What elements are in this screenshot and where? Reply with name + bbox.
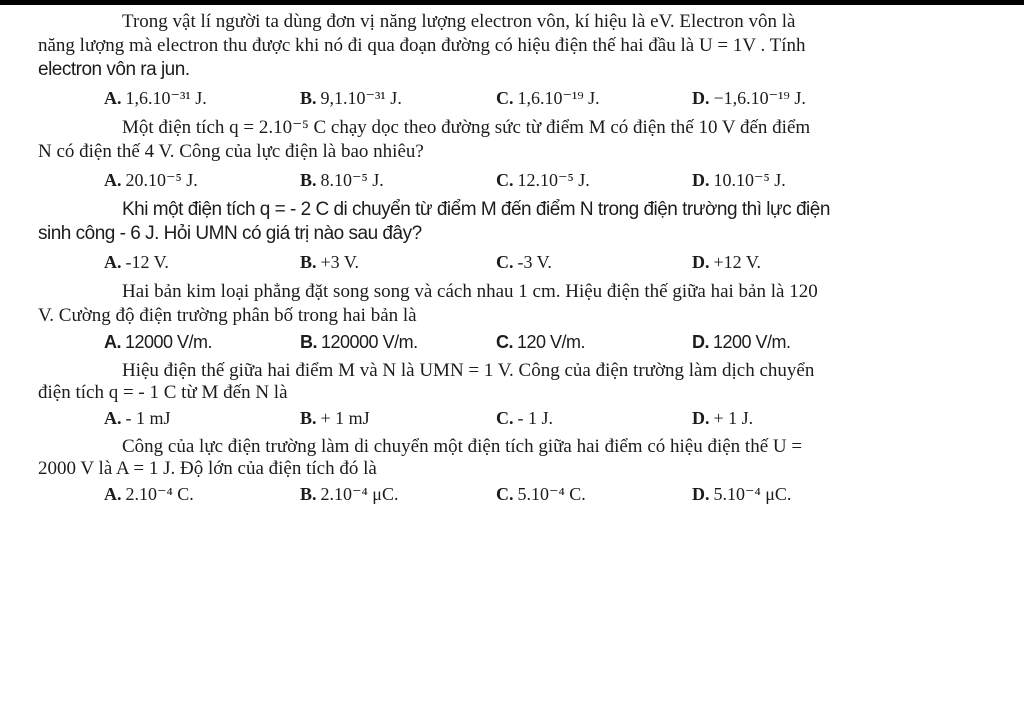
- option-b[interactable]: B. 9,1.10⁻³¹ J.: [300, 88, 402, 108]
- option-a[interactable]: A. 12000 V/m.: [104, 332, 213, 352]
- question-text-line: V. Cường độ điện trường phân bố trong hai bản là: [38, 305, 417, 326]
- option-b[interactable]: B. 8.10⁻⁵ J.: [300, 170, 384, 190]
- question-text-line: 2000 V là A = 1 J. Độ lớn của điện tích đó là: [38, 458, 377, 479]
- answer-options: [38, 406, 988, 430]
- option-a[interactable]: A. 1,6.10⁻³¹ J.: [104, 88, 207, 108]
- answer-options: [38, 330, 988, 354]
- option-d[interactable]: D. −1,6.10⁻¹⁹ J.: [692, 88, 806, 108]
- question-text-line: Công của lực điện trường làm di chuyển một điện tích giữa hai điểm có hiệu điện thế U =: [122, 436, 803, 457]
- option-c[interactable]: C. -3 V.: [496, 252, 552, 272]
- option-c[interactable]: C. 5.10⁻⁴ C.: [496, 484, 586, 504]
- option-d[interactable]: D. +12 V.: [692, 252, 762, 272]
- question-text-line: năng lượng mà electron thu được khi nó đi qua đoạn đường có hiệu điện thế hai đầu là U = 1V . Tính: [38, 35, 806, 56]
- question-text-line: Hiệu điện thế giữa hai điểm M và N là UMN = 1 V. Công của điện trường làm dịch chuyển: [122, 360, 815, 381]
- top-border: [0, 0, 1024, 5]
- option-b[interactable]: B. +3 V.: [300, 252, 360, 272]
- answer-options: [38, 168, 988, 192]
- option-c[interactable]: C. - 1 J.: [496, 408, 553, 428]
- option-d[interactable]: D. + 1 J.: [692, 408, 754, 428]
- option-a[interactable]: A. 20.10⁻⁵ J.: [104, 170, 198, 190]
- question-text-line: N có điện thế 4 V. Công của lực điện là bao nhiêu?: [38, 141, 424, 162]
- option-a[interactable]: A. 2.10⁻⁴ C.: [104, 484, 194, 504]
- question-4: [38, 280, 988, 354]
- question-text-line: điện tích q = - 1 C từ M đến N là: [38, 382, 288, 403]
- option-d[interactable]: D. 1200 V/m.: [692, 332, 791, 352]
- option-b[interactable]: B. 120000 V/m.: [300, 332, 418, 352]
- option-a[interactable]: A. -12 V.: [104, 252, 169, 272]
- question-text-line: Khi một điện tích q = - 2 C di chuyển từ điểm M đến điểm N trong điện trường thì lực điện: [122, 199, 830, 220]
- question-5: [38, 360, 988, 430]
- question-1: [38, 10, 988, 110]
- option-b[interactable]: B. + 1 mJ: [300, 408, 370, 428]
- question-text-line: Một điện tích q = 2.10⁻⁵ C chạy dọc theo đường sức từ điểm M có điện thế 10 V đến điểm: [122, 117, 811, 138]
- answer-options: [38, 250, 988, 274]
- option-d[interactable]: D. 10.10⁻⁵ J.: [692, 170, 786, 190]
- question-2: [38, 116, 988, 192]
- option-c[interactable]: C. 12.10⁻⁵ J.: [496, 170, 590, 190]
- question-3: [38, 198, 988, 274]
- option-c[interactable]: C. 120 V/m.: [496, 332, 586, 352]
- answer-options: [38, 482, 988, 506]
- option-c[interactable]: C. 1,6.10⁻¹⁹ J.: [496, 88, 600, 108]
- question-text-line: electron vôn ra jun.: [38, 59, 190, 80]
- question-text-line: sinh công - 6 J. Hỏi UMN có giá trị nào sau đây?: [38, 223, 422, 244]
- worksheet: [38, 10, 988, 512]
- question-text-line: Hai bản kim loại phẳng đặt song song và cách nhau 1 cm. Hiệu điện thế giữa hai bản là 120: [122, 281, 818, 302]
- option-a[interactable]: A. - 1 mJ: [104, 408, 171, 428]
- option-b[interactable]: B. 2.10⁻⁴ μC.: [300, 484, 399, 504]
- question-6: [38, 436, 988, 506]
- question-text-line: Trong vật lí người ta dùng đơn vị năng lượng electron vôn, kí hiệu là eV. Electron vôn là: [122, 11, 796, 32]
- option-d[interactable]: D. 5.10⁻⁴ μC.: [692, 484, 792, 504]
- answer-options: [38, 86, 988, 110]
